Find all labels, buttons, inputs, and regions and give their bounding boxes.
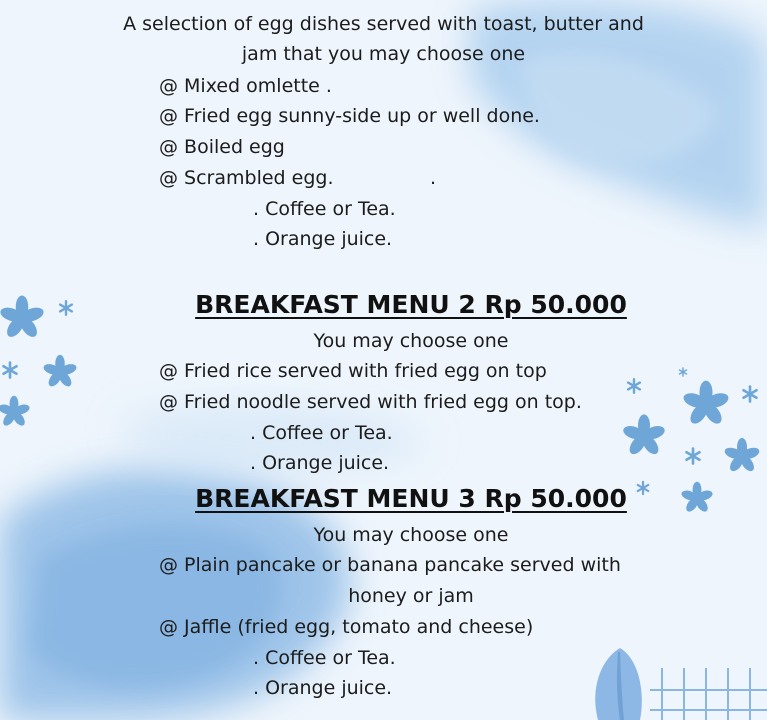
menu-3-drink: . Coffee or Tea. <box>253 647 396 669</box>
sparkle-icon <box>2 361 19 379</box>
menu-3-item: @ Plain pancake or banana pancake served with <box>159 554 621 576</box>
menu-1-item: @ Fried egg sunny-side up or well done. <box>159 105 540 127</box>
menu-1-description-line-2: jam that you may choose one <box>241 43 526 65</box>
menu-3-title: BREAKFAST MENU 3 Rp 50.000 <box>195 484 627 513</box>
flower-icon <box>682 381 731 427</box>
menu-2-item: @ Fried noodle served with fried egg on top. <box>159 391 582 413</box>
flower-icon <box>622 414 667 457</box>
menu-3-item-continuation: honey or jam <box>348 585 474 607</box>
menu-2-title: BREAKFAST MENU 2 Rp 50.000 <box>195 290 627 319</box>
menu-2-drink: . Coffee or Tea. <box>250 422 393 444</box>
menu-1-drink: . Coffee or Tea. <box>253 198 396 220</box>
flower-icon <box>723 438 760 474</box>
flower-icon <box>0 396 31 428</box>
menu-1-drink: . Orange juice. <box>253 228 393 250</box>
menu-2-item: @ Fried rice served with fried egg on top <box>159 360 547 382</box>
flower-icon <box>42 355 77 389</box>
sparkle-icon <box>685 447 702 465</box>
sparkle-icon <box>626 378 641 394</box>
menu-2-subtitle: You may choose one <box>313 330 509 352</box>
menu-1-stray-dot: . <box>430 167 437 189</box>
menu-3-subtitle: You may choose one <box>313 524 509 546</box>
sparkle-icon <box>678 367 687 377</box>
menu-3-drink: . Orange juice. <box>253 677 393 699</box>
menu-1-description-line-1: A selection of egg dishes served with toast, butter and <box>123 13 644 35</box>
menu-1-item: @ Scrambled egg. <box>159 167 334 189</box>
menu-1-item: @ Mixed omlette . <box>159 75 332 97</box>
menu-3-item: @ Jaffle (fried egg, tomato and cheese) <box>159 616 534 638</box>
sparkle-icon <box>742 385 759 403</box>
menu-2-drink: . Orange juice. <box>250 452 390 474</box>
menu-1-item: @ Boiled egg <box>159 136 285 158</box>
